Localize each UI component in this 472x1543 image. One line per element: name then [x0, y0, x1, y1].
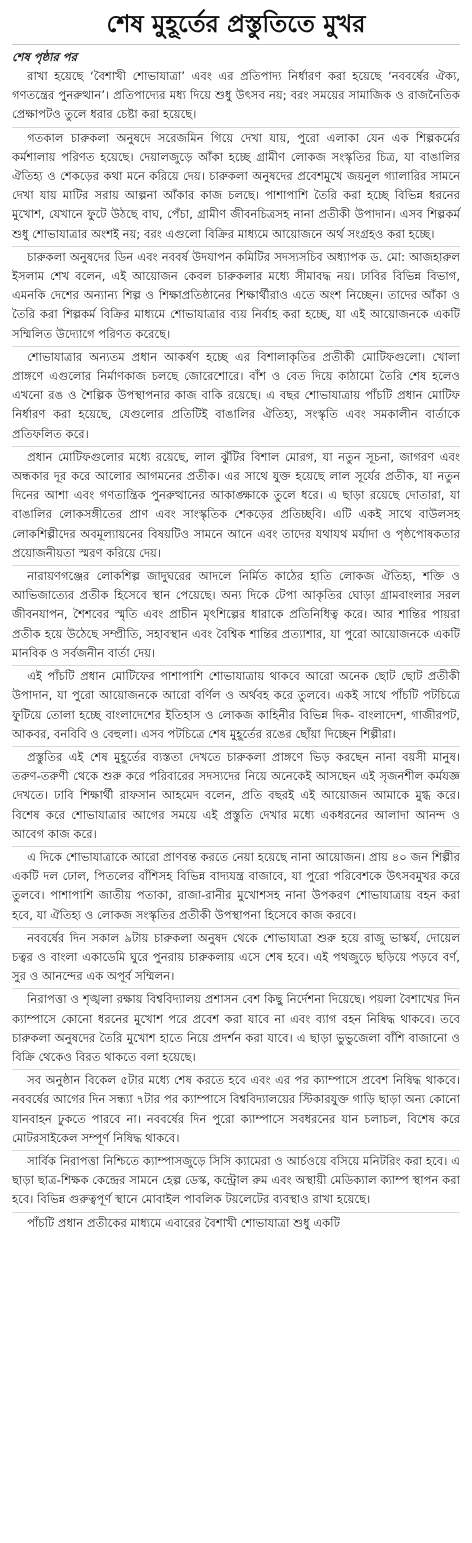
article-paragraph: প্রস্তুতির এই শেষ মুহূর্তের ব্যস্ততা দেখতে চারুকলা প্রাঙ্গণে ভিড় করছেন নানা বয়সী মানুষ। তরুণ-তরুণী থেকে শুরু করে পরিবারের সদস্যদের নিয়ে অনেকেই আসছেন এই সৃজনশীল কর্মযজ্ঞ দেখতে। ঢাবি শিক্ষার্থী রাফসান আহমেদ বলেন, প্রতি বছরই এই আয়োজন আমাকে মুগ্ধ করে। বিশেষ করে শোভাযাত্রার আগের সময়ে এই প্রস্তুতি দেখার মধ্যে একধরনের আলাদা আনন্দ ও আবেগ কাজ করে। — [12, 746, 460, 844]
article-body — [12, 67, 460, 1233]
article-paragraph: গতকাল চারুকলা অনুষদে সরেজমিন গিয়ে দেখা যায়, পুরো এলাকা যেন এক শিল্পকর্মের কর্মশালায় পরিণত হয়েছে। দেয়ালজুড়ে আঁকা হচ্ছে গ্রামীণ লোকজ সংস্কৃতির চিত্র, যা বাঙালির ঐতিহ্য ও শেকড়ের কথা মনে করিয়ে দেয়। চারুকলা অনুষদের প্রবেশমুখে জয়নুল গ্যালারির সামনে দেখা যায় মাটির সরায় আল্পনা আঁকার কাজ চলছে। পাশাপাশি তৈরি করা হচ্ছে বিভিন্ন ধরনের মুখোশ, যেখানে ফুটে উঠছে বাঘ, পেঁচা, গ্রামীণ জীবনচিত্রসহ নানা প্রতীকী উপাদান। এসব শিল্পকর্ম শুধু শোভাযাত্রার অংশই নয়; বরং এগুলো বিক্রির মাধ্যমে আয়োজনে অর্থ সংগ্রহও করা হচ্ছে। — [12, 127, 460, 244]
article-paragraph: এই পাঁচটি প্রধান মোটিফের পাশাপাশি শোভাযাত্রায় থাকবে আরো অনেক ছোট ছোট প্রতীকী উপাদান, যা পুরো আয়োজনকে আরো বর্ণিল ও অর্থবহ করে তুলবে। একই সাথে পাঁচটি পটচিত্রে ফুটিয়ে তোলা হচ্ছে বাংলাদেশের ইতিহাস ও লোকজ কাহিনীর বিভিন্ন দিক- বাংলাদেশ, গাজীরপট, আকবর, বনবিবি ও বেহুলা। এসব পটচিত্রে শেষ মুহূর্তের রঙের ছোঁয়া দিচ্ছেন শিল্পীরা। — [12, 665, 460, 744]
article-paragraph: নারায়ণগঞ্জের লোকশিল্প জাদুঘরের আদলে নির্মিত কাঠের হাতি লোকজ ঐতিহ্য, শক্তি ও আভিজাত্যের প্রতীক হিসেবে স্থান পেয়েছে। অন্য দিকে টেপা আকৃতির ঘোড়া গ্রামবাংলার সরল জীবনযাপন, শৈশবের স্মৃতি এবং প্রাচীন মৃৎশিল্পের ধারাকে প্রতিনিধিত্ব করে। আর শান্তির পায়রা প্রতীক হয়ে উঠেছে সম্প্রীতি, সহাবস্থান এবং বৈশ্বিক শান্তির প্রত্যাশার, যা পুরো আয়োজনকে একটি মানবিক ও সর্বজনীন বার্তা দেয়। — [12, 565, 460, 663]
article-paragraph: শোভাযাত্রার অন্যতম প্রধান আকর্ষণ হচ্ছে এর বিশালাকৃতির প্রতীকী মোটিফগুলো। খোলা প্রাঙ্গণে এগুলোর নির্মাণকাজ চলছে জোরেশোরে। বাঁশ ও বেত দিয়ে কাঠামো তৈরি শেষ হলেও এখনো রঙ ও শৈল্পিক উপস্থাপনার কাজ বাকি রয়েছে। এ বছর শোভাযাত্রায় পাঁচটি প্রধান মোটিফ নির্ধারণ করা হয়েছে, যেগুলোর প্রতিটিই বাঙালির ঐতিহ্য, সংস্কৃতি এবং সমকালীন বার্তাকে প্রতিফলিত করে। — [12, 346, 460, 444]
article-paragraph: সব অনুষ্ঠান বিকেল ৫টার মধ্যে শেষ করতে হবে এবং এর পর ক্যাম্পাসে প্রবেশ নিষিদ্ধ থাকবে। নববর্ষের আগের দিন সন্ধ্যা ৭টার পর ক্যাম্পাসে বিশ্ববিদ্যালয়ের স্টিকারযুক্ত গাড়ি ছাড়া অন্য কোনো যানবাহন ঢুকতে পারবে না। নববর্ষের দিন পুরো ক্যাম্পাসে সবধরনের যান চলাচল, বিশেষ করে মোটরসাইকেল সম্পূর্ণ নিষিদ্ধ থাকবে। — [12, 1069, 460, 1148]
continued-from-label: শেষ পৃষ্ঠার পর — [12, 50, 77, 64]
article-paragraph: সার্বিক নিরাপত্তা নিশ্চিতে ক্যাম্পাসজুড়ে সিসি ক্যামেরা ও আর্চওয়ে বসিয়ে মনিটরিং করা হবে। এ ছাড়া ছাত্র-শিক্ষক কেন্দ্রের সামনে হেল্প ডেস্ক, কন্ট্রোল রুম এবং অস্থায়ী মেডিক্যাল ক্যাম্প স্থাপন করা হবে। বিভিন্ন গুরুত্বপূর্ণ স্থানে মোবাইল পাবলিক টয়লেটের ব্যবস্থাও রাখা হয়েছে। — [12, 1150, 460, 1210]
article-paragraph: প্রধান মোটিফগুলোর মধ্যে রয়েছে, লাল ঝুঁটির বিশাল মোরগ, যা নতুন সূচনা, জাগরণ এবং অন্ধকার দূর করে আলোর আগমনের প্রতীক। এর সাথে যুক্ত হয়েছে লাল সূর্যের প্রতীক, যা নতুন দিনের আশা এবং গণতান্ত্রিক পুনরুত্থানের আকাঙ্ক্ষাকে তুলে ধরে। এ ছাড়া রয়েছে দোতারা, যা বাঙালির লোকসঙ্গীতের প্রাণ এবং সাংস্কৃতিক শেকড়ের প্রতিচ্ছবি। এটি একই সাথে বাউলসহ লোকশিল্পীদের অবমূল্যায়নের বিষয়টিও সামনে আনে এবং তাদের যথাযথ মর্যাদা ও পৃষ্ঠপোষকতার প্রয়োজনীয়তা স্মরণ করিয়ে দেয়। — [12, 446, 460, 563]
article-paragraph: চারুকলা অনুষদের ডিন এবং নববর্ষ উদযাপন কমিটির সদস্যসচিব অধ্যাপক ড. মো: আজহারুল ইসলাম শেখ বলেন, এই আয়োজন কেবল চারুকলার মধ্যে সীমাবদ্ধ নয়। ঢাবির বিভিন্ন বিভাগ, এমনকি দেশের অন্যান্য শিল্প ও শিক্ষাপ্রতিষ্ঠানের শিক্ষার্থীরাও এতে অংশ নিচ্ছেন। তাদের আঁকা ও তৈরি করা শিল্পকর্ম বিক্রির মাধ্যমে শোভাযাত্রার ব্যয় নির্বাহ করা হচ্ছে, যা এই আয়োজনকে একটি সম্মিলিত উদ্যোগে পরিণত করেছে। — [12, 246, 460, 344]
article-paragraph: রাখা হয়েছে ‘বৈশাখী শোভাযাত্রা’ এবং এর প্রতিপাদ্য নির্ধারণ করা হয়েছে ‘নববর্ষের ঐক্য, গণতন্ত্রের পুনরুত্থান’। প্রতিপাদ্যের মধ্য দিয়ে শুধু উৎসব নয়; বরং সময়ের সামাজিক ও রাজনৈতিক প্রেক্ষাপটও তুলে ধরার চেষ্টা করা হয়েছে। — [12, 69, 460, 122]
article-paragraph: পাঁচটি প্রধান প্রতীকের মাধ্যমে এবারের বৈশাখী শোভাযাত্রা শুধু একটি — [12, 1212, 460, 1233]
article-paragraph: নববর্ষের দিন সকাল ৯টায় চারুকলা অনুষদ থেকে শোভাযাত্রা শুরু হয়ে রাজু ভাস্কর্য, দোয়েল চত্বর ও বাংলা একাডেমি ঘুরে পুনরায় চারুকলায় এসে শেষ হবে। এই পথজুড়ে ছড়িয়ে পড়বে বর্ণ, সুর ও আনন্দের এক অপূর্ব সম্মিলন। — [12, 927, 460, 987]
article-paragraph: নিরাপত্তা ও শৃঙ্খলা রক্ষায় বিশ্ববিদ্যালয় প্রশাসন বেশ কিছু নির্দেশনা দিয়েছে। পয়লা বৈশাখের দিন ক্যাম্পাসে কোনো ধরনের মুখোশ পরে প্রবেশ করা যাবে না এবং ব্যাগ বহন নিষিদ্ধ থাকবে। তবে চারুকলা অনুষদের তৈরি মুখোশ হাতে নিয়ে প্রদর্শন করা যাবে। এ ছাড়া ভুভুজেলা বাঁশি বাজানো ও বিক্রি থেকেও বিরত থাকতে বলা হয়েছে। — [12, 988, 460, 1067]
article-paragraph: এ দিকে শোভাযাত্রাকে আরো প্রাণবন্ত করতে নেয়া হয়েছে নানা আয়োজন। প্রায় ৪০ জন শিল্পীর একটি দল ঢোল, পিতলের বাঁশিসহ বিভিন্ন বাদ্যযন্ত্র বাজাবে, যা পুরো পরিবেশকে উৎসবমুখর করে তুলবে। পাশাপাশি জাতীয় পতাকা, রাজা-রানীর মুখোশসহ নানা উপকরণ শোভাযাত্রায় বহন করা হবে, যা ঐতিহ্য ও লোকজ সংস্কৃতির প্রতীকী উপস্থাপনা হিসেবে কাজ করবে। — [12, 846, 460, 925]
headline: শেষ মুহূর্তের প্রস্তুতিতে মুখর — [106, 10, 366, 38]
headline-divider — [12, 44, 460, 45]
